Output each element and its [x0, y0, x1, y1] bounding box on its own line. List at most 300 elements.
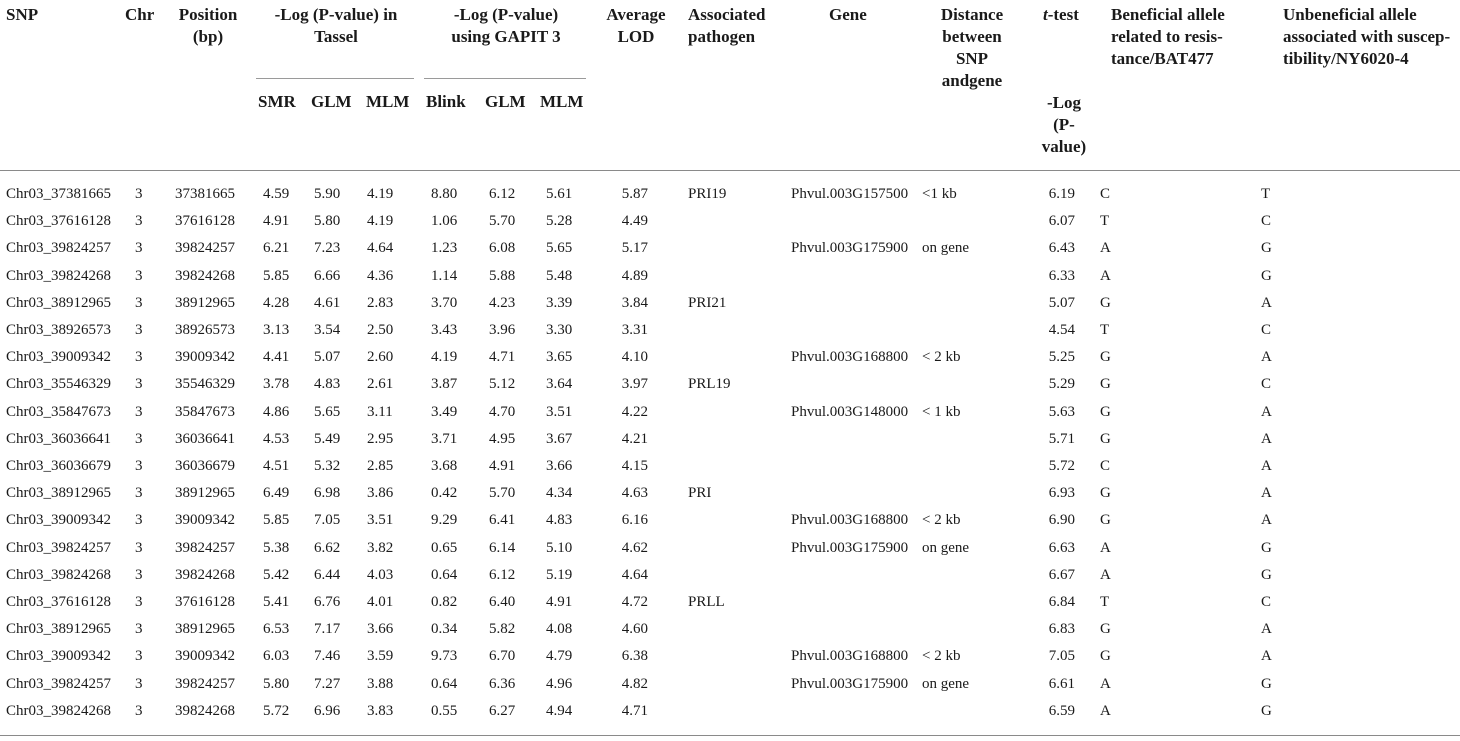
cell-mlm-gapit: 5.61: [546, 186, 573, 202]
cell-glm: 4.61: [314, 294, 341, 311]
cell-pathogen: PRL19: [688, 376, 731, 393]
cell-glm-gapit: 4.70: [489, 403, 516, 420]
cell-glm: 5.49: [314, 430, 341, 447]
subheader-glm-gapit: GLM: [485, 92, 526, 111]
subheader-glm: GLM: [311, 92, 352, 111]
cell-glm-gapit: 5.12: [489, 376, 516, 393]
cell-position: 39824257: [175, 675, 235, 692]
cell-position: 39824268: [175, 702, 235, 719]
cell-average-lod: 5.87: [621, 186, 648, 202]
cell-ttest: 7.05: [1048, 648, 1075, 665]
cell-snp: Chr03_37616128: [6, 594, 111, 610]
cell-unbeneficial: G: [1261, 539, 1272, 556]
cell-glm: 5.65: [314, 403, 341, 420]
cell-average-lod: 6.38: [621, 648, 648, 665]
cell-unbeneficial: A: [1261, 485, 1272, 502]
cell-glm-gapit: 6.70: [489, 648, 516, 665]
cell-snp: Chr03_37616128: [6, 213, 111, 230]
header-ttest: t-test: [1043, 5, 1079, 24]
cell-mlm: 3.88: [367, 675, 394, 692]
cell-unbeneficial: A: [1261, 294, 1272, 311]
cell-ttest: 6.93: [1048, 485, 1075, 502]
cell-ttest: 5.25: [1048, 349, 1075, 366]
cell-ttest: 5.63: [1048, 403, 1075, 420]
cell-unbeneficial: A: [1261, 458, 1272, 474]
cell-glm: 7.23: [314, 240, 341, 257]
cell-blink: 3.70: [431, 294, 458, 311]
cell-unbeneficial: C: [1261, 376, 1272, 393]
cell-average-lod: 4.60: [621, 621, 648, 638]
cell-mlm: 3.83: [367, 702, 394, 719]
cell-unbeneficial: G: [1261, 267, 1272, 284]
cell-mlm-gapit: 5.19: [546, 566, 573, 583]
cell-mlm-gapit: 5.10: [546, 539, 573, 556]
subheader-mlm: MLM: [366, 92, 410, 111]
cell-snp: Chr03_39824268: [6, 702, 111, 719]
cell-glm-gapit: 6.12: [489, 186, 516, 202]
cell-blink: 3.87: [431, 376, 458, 393]
cell-chr: 3: [135, 539, 143, 556]
cell-smr: 4.53: [263, 430, 290, 447]
cell-blink: 3.43: [431, 322, 458, 338]
cell-blink: 3.71: [431, 430, 458, 447]
cell-glm: 7.05: [314, 512, 341, 529]
cell-smr: 5.41: [263, 594, 290, 610]
cell-chr: 3: [135, 485, 143, 502]
cell-chr: 3: [135, 512, 143, 529]
cell-chr: 3: [135, 376, 143, 393]
cell-glm: 3.54: [314, 322, 341, 338]
cell-mlm-gapit: 3.67: [546, 430, 573, 447]
subheader-smr: SMR: [258, 92, 296, 111]
cell-beneficial: G: [1100, 512, 1111, 529]
cell-beneficial: T: [1100, 594, 1110, 610]
cell-average-lod: 4.21: [621, 430, 648, 447]
cell-position: 36036679: [175, 458, 235, 474]
cell-unbeneficial: G: [1261, 566, 1272, 583]
cell-unbeneficial: C: [1261, 594, 1272, 610]
cell-ttest: 6.90: [1048, 512, 1075, 529]
cell-gene: Phvul.003G168800: [791, 349, 909, 366]
cell-average-lod: 4.49: [621, 213, 648, 230]
cell-unbeneficial: C: [1261, 322, 1272, 338]
cell-ttest: 6.61: [1048, 675, 1075, 692]
cell-smr: 4.41: [263, 349, 290, 366]
cell-average-lod: 4.63: [621, 485, 648, 502]
cell-distance: on gene: [922, 240, 970, 257]
header-snp: SNP: [6, 5, 39, 24]
cell-glm: 7.46: [314, 648, 341, 665]
cell-chr: 3: [135, 566, 143, 583]
cell-smr: 4.86: [263, 403, 290, 420]
cell-snp: Chr03_39009342: [6, 349, 111, 366]
cell-average-lod: 5.17: [621, 240, 648, 257]
cell-smr: 6.21: [263, 240, 290, 257]
cell-snp: Chr03_37381665: [6, 186, 111, 202]
cell-glm-gapit: 4.91: [489, 458, 516, 474]
cell-mlm: 4.64: [367, 240, 394, 257]
cell-mlm: 2.61: [367, 376, 394, 393]
cell-average-lod: 4.82: [621, 675, 648, 692]
cell-glm-gapit: 4.23: [489, 294, 516, 311]
cell-distance: < 2 kb: [922, 512, 961, 529]
cell-smr: 4.59: [263, 186, 290, 202]
cell-mlm-gapit: 3.66: [546, 458, 573, 474]
cell-mlm: 2.50: [367, 322, 394, 338]
cell-unbeneficial: A: [1261, 648, 1272, 665]
cell-ttest: 6.84: [1048, 594, 1075, 610]
cell-glm-gapit: 6.08: [489, 240, 516, 257]
cell-snp: Chr03_38912965: [6, 621, 111, 638]
cell-chr: 3: [135, 322, 143, 338]
cell-glm-gapit: 6.27: [489, 702, 516, 719]
header-bottom-rule: [0, 170, 1460, 171]
cell-position: 39824257: [175, 240, 235, 257]
cell-snp: Chr03_39009342: [6, 648, 111, 665]
cell-ttest: 6.83: [1048, 621, 1075, 638]
cell-position: 39009342: [175, 648, 235, 665]
cell-glm-gapit: 4.71: [489, 349, 516, 366]
cell-average-lod: 6.16: [621, 512, 648, 529]
cell-mlm: 4.36: [367, 267, 394, 284]
cell-ttest: 6.33: [1048, 267, 1075, 284]
cell-mlm: 4.19: [367, 213, 394, 230]
cell-glm-gapit: 6.40: [489, 594, 516, 610]
cell-beneficial: A: [1100, 240, 1111, 257]
cell-blink: 9.29: [431, 512, 458, 529]
cell-glm: 6.66: [314, 267, 341, 284]
cell-pathogen: PRI21: [688, 294, 727, 311]
cell-average-lod: 4.64: [621, 566, 648, 583]
cell-mlm: 3.82: [367, 539, 394, 556]
cell-snp: Chr03_38912965: [6, 294, 111, 311]
cell-glm-gapit: 5.82: [489, 621, 516, 638]
cell-blink: 8.80: [431, 186, 458, 202]
cell-unbeneficial: G: [1261, 675, 1272, 692]
header-beneficial-allele: Beneficial allele related to resis- tance/BAT477: [1111, 5, 1225, 68]
cell-average-lod: 3.97: [621, 376, 648, 393]
cell-snp: Chr03_39824268: [6, 267, 111, 284]
cell-glm: 6.98: [314, 485, 341, 502]
cell-smr: 5.38: [263, 539, 290, 556]
cell-glm: 5.07: [314, 349, 341, 366]
cell-average-lod: 3.31: [621, 322, 648, 338]
cell-smr: 4.51: [263, 458, 290, 474]
cell-beneficial: G: [1100, 294, 1111, 311]
header-position: Position (bp): [178, 5, 238, 46]
cell-glm: 6.96: [314, 702, 341, 719]
cell-position: 38912965: [175, 621, 235, 638]
header-tassel: -Log (P-value) in Tassel: [274, 5, 398, 46]
cell-mlm-gapit: 4.79: [546, 648, 573, 665]
cell-ttest: 6.19: [1048, 186, 1075, 202]
cell-ttest: 6.43: [1048, 240, 1075, 257]
cell-snp: Chr03_36036679: [6, 458, 111, 474]
gapit-group-rule: [424, 78, 586, 79]
cell-mlm-gapit: 5.48: [546, 267, 573, 284]
cell-mlm-gapit: 3.39: [546, 294, 573, 311]
header-average-lod: Average LOD: [606, 5, 666, 46]
cell-smr: 5.72: [263, 702, 290, 719]
cell-blink: 0.82: [431, 594, 458, 610]
cell-glm-gapit: 6.36: [489, 675, 516, 692]
cell-blink: 0.64: [431, 566, 458, 583]
cell-blink: 3.49: [431, 403, 458, 420]
cell-position: 38912965: [175, 294, 235, 311]
cell-smr: 3.78: [263, 376, 290, 393]
cell-average-lod: 4.89: [621, 267, 648, 284]
cell-mlm-gapit: 4.83: [546, 512, 573, 529]
cell-glm: 5.80: [314, 213, 341, 230]
cell-position: 39009342: [175, 349, 235, 366]
cell-beneficial: C: [1100, 186, 1111, 202]
cell-gene: Phvul.003G175900: [791, 240, 909, 257]
cell-smr: 6.03: [263, 648, 290, 665]
cell-distance: <1 kb: [922, 186, 957, 202]
cell-average-lod: 4.15: [621, 458, 648, 474]
cell-smr: 3.13: [263, 322, 290, 338]
cell-glm-gapit: 6.12: [489, 566, 516, 583]
cell-average-lod: 3.84: [621, 294, 648, 311]
cell-mlm-gapit: 5.65: [546, 240, 573, 257]
cell-chr: 3: [135, 648, 143, 665]
cell-snp: Chr03_38926573: [6, 322, 111, 338]
cell-ttest: 6.59: [1048, 702, 1075, 719]
header-unbeneficial-allele: Unbeneficial allele associated with suscep- tibility/NY6020-4: [1283, 5, 1451, 68]
cell-beneficial: G: [1100, 485, 1111, 502]
cell-pathogen: PRLL: [688, 594, 725, 610]
cell-snp: Chr03_35847673: [6, 403, 111, 420]
cell-glm: 5.90: [314, 186, 341, 202]
cell-chr: 3: [135, 240, 143, 257]
cell-blink: 0.64: [431, 675, 458, 692]
cell-mlm-gapit: 3.65: [546, 349, 573, 366]
cell-mlm-gapit: 5.28: [546, 213, 573, 230]
cell-blink: 0.42: [431, 485, 458, 502]
cell-gene: Phvul.003G175900: [791, 539, 909, 556]
cell-beneficial: G: [1100, 349, 1111, 366]
cell-unbeneficial: G: [1261, 702, 1272, 719]
cell-blink: 9.73: [431, 648, 458, 665]
cell-chr: 3: [135, 675, 143, 692]
subheader-mlm-gapit: MLM: [540, 92, 584, 111]
cell-chr: 3: [135, 267, 143, 284]
cell-smr: 5.85: [263, 267, 290, 284]
cell-position: 39824268: [175, 267, 235, 284]
cell-unbeneficial: A: [1261, 621, 1272, 638]
cell-average-lod: 4.72: [621, 594, 648, 610]
cell-beneficial: T: [1100, 213, 1110, 230]
cell-position: 37381665: [175, 186, 235, 202]
cell-gene: Phvul.003G148000: [791, 403, 909, 420]
cell-position: 38926573: [175, 322, 235, 338]
cell-position: 37616128: [175, 594, 235, 610]
cell-mlm: 2.95: [367, 430, 394, 447]
cell-pathogen: PRI: [688, 485, 712, 502]
subheader-blink: Blink: [426, 92, 466, 111]
cell-smr: 5.85: [263, 512, 290, 529]
cell-ttest: 6.63: [1048, 539, 1075, 556]
cell-chr: 3: [135, 186, 143, 202]
cell-smr: 4.91: [263, 213, 290, 230]
cell-glm: 6.44: [314, 566, 341, 583]
cell-mlm-gapit: 3.64: [546, 376, 573, 393]
cell-smr: 4.28: [263, 294, 290, 311]
cell-beneficial: G: [1100, 621, 1111, 638]
cell-ttest: 5.07: [1048, 294, 1075, 311]
cell-mlm: 3.66: [367, 621, 394, 638]
cell-blink: 0.55: [431, 702, 458, 719]
cell-snp: Chr03_38912965: [6, 485, 111, 502]
cell-glm-gapit: 4.95: [489, 430, 516, 447]
cell-ttest: 6.67: [1048, 566, 1075, 583]
cell-glm: 6.62: [314, 539, 341, 556]
cell-beneficial: G: [1100, 376, 1111, 393]
cell-mlm: 3.11: [367, 403, 393, 420]
cell-glm-gapit: 5.88: [489, 267, 516, 284]
cell-blink: 0.65: [431, 539, 458, 556]
cell-mlm: 3.51: [367, 512, 394, 529]
cell-average-lod: 4.10: [621, 349, 648, 366]
cell-mlm-gapit: 4.08: [546, 621, 573, 638]
cell-mlm-gapit: 4.34: [546, 485, 573, 502]
cell-blink: 1.23: [431, 240, 458, 257]
cell-beneficial: A: [1100, 702, 1111, 719]
cell-unbeneficial: C: [1261, 213, 1272, 230]
cell-average-lod: 4.22: [621, 403, 648, 420]
tassel-group-rule: [256, 78, 414, 79]
cell-ttest: 5.72: [1048, 458, 1075, 474]
cell-chr: 3: [135, 403, 143, 420]
cell-unbeneficial: A: [1261, 403, 1272, 420]
cell-smr: 6.53: [263, 621, 290, 638]
cell-average-lod: 4.71: [621, 702, 648, 719]
cell-mlm-gapit: 4.91: [546, 594, 573, 610]
cell-mlm: 3.59: [367, 648, 394, 665]
cell-mlm-gapit: 3.30: [546, 322, 573, 338]
cell-mlm: 3.86: [367, 485, 394, 502]
cell-ttest: 4.54: [1048, 322, 1075, 338]
cell-glm: 7.27: [314, 675, 341, 692]
cell-snp: Chr03_36036641: [6, 430, 111, 447]
cell-chr: 3: [135, 458, 143, 474]
cell-glm-gapit: 5.70: [489, 485, 516, 502]
cell-glm: 7.17: [314, 621, 341, 638]
cell-position: 39009342: [175, 512, 235, 529]
cell-glm: 5.32: [314, 458, 341, 474]
cell-smr: 6.49: [263, 485, 290, 502]
cell-mlm-gapit: 4.96: [546, 675, 573, 692]
cell-glm-gapit: 6.14: [489, 539, 516, 556]
cell-gene: Phvul.003G168800: [791, 512, 909, 529]
cell-beneficial: A: [1100, 566, 1111, 583]
cell-pathogen: PRI19: [688, 186, 727, 202]
cell-beneficial: C: [1100, 458, 1111, 474]
cell-position: 35546329: [175, 376, 235, 393]
cell-chr: 3: [135, 621, 143, 638]
cell-gene: Phvul.003G175900: [791, 675, 909, 692]
cell-mlm: 4.19: [367, 186, 394, 202]
cell-position: 39824268: [175, 566, 235, 583]
cell-snp: Chr03_39824257: [6, 675, 111, 692]
cell-ttest: 5.71: [1048, 430, 1075, 447]
cell-smr: 5.80: [263, 675, 290, 692]
cell-glm-gapit: 3.96: [489, 322, 516, 338]
cell-chr: 3: [135, 702, 143, 719]
cell-position: 35847673: [175, 403, 235, 420]
cell-beneficial: G: [1100, 403, 1111, 420]
cell-mlm-gapit: 4.94: [546, 702, 573, 719]
header-pathogen: Associated pathogen: [688, 5, 766, 46]
cell-beneficial: A: [1100, 267, 1111, 284]
cell-distance: on gene: [922, 675, 970, 692]
cell-glm: 4.83: [314, 376, 341, 393]
cell-snp: Chr03_39009342: [6, 512, 111, 529]
cell-beneficial: G: [1100, 430, 1111, 447]
header-distance: Distance between SNP andgene: [940, 5, 1004, 90]
cell-unbeneficial: A: [1261, 430, 1272, 447]
header-chr: Chr: [125, 5, 155, 24]
cell-beneficial: A: [1100, 539, 1111, 556]
cell-glm-gapit: 6.41: [489, 512, 516, 529]
cell-mlm: 2.60: [367, 349, 394, 366]
cell-position: 39824257: [175, 539, 235, 556]
cell-gene: Phvul.003G157500: [791, 186, 909, 202]
cell-mlm: 2.83: [367, 294, 394, 311]
cell-ttest: 5.29: [1048, 376, 1075, 393]
cell-distance: < 2 kb: [922, 648, 961, 665]
cell-beneficial: A: [1100, 675, 1111, 692]
cell-chr: 3: [135, 430, 143, 447]
cell-blink: 3.68: [431, 458, 458, 474]
cell-snp: Chr03_39824268: [6, 566, 111, 583]
cell-unbeneficial: A: [1261, 512, 1272, 529]
cell-mlm: 2.85: [367, 458, 394, 474]
cell-distance: < 2 kb: [922, 349, 961, 366]
cell-unbeneficial: T: [1261, 186, 1271, 202]
cell-average-lod: 4.62: [621, 539, 648, 556]
cell-position: 38912965: [175, 485, 235, 502]
cell-blink: 0.34: [431, 621, 458, 638]
cell-smr: 5.42: [263, 566, 290, 583]
cell-chr: 3: [135, 594, 143, 610]
cell-snp: Chr03_35546329: [6, 376, 111, 393]
cell-beneficial: T: [1100, 322, 1110, 338]
cell-mlm-gapit: 3.51: [546, 403, 573, 420]
cell-glm: 6.76: [314, 594, 341, 610]
table-bottom-rule: [0, 735, 1460, 736]
cell-position: 37616128: [175, 213, 235, 230]
cell-blink: 1.14: [431, 267, 458, 284]
cell-ttest: 6.07: [1048, 213, 1075, 230]
cell-blink: 4.19: [431, 349, 458, 366]
cell-unbeneficial: G: [1261, 240, 1272, 257]
cell-position: 36036641: [175, 430, 235, 447]
cell-distance: on gene: [922, 539, 970, 556]
header-gapit: -Log (P-value) using GAPIT 3: [451, 5, 561, 46]
cell-distance: < 1 kb: [922, 403, 961, 420]
cell-blink: 1.06: [431, 213, 458, 230]
cell-snp: Chr03_39824257: [6, 539, 111, 556]
cell-chr: 3: [135, 294, 143, 311]
cell-glm-gapit: 5.70: [489, 213, 516, 230]
cell-gene: Phvul.003G168800: [791, 648, 909, 665]
cell-mlm: 4.01: [367, 594, 394, 610]
cell-snp: Chr03_39824257: [6, 240, 111, 257]
cell-beneficial: G: [1100, 648, 1111, 665]
cell-unbeneficial: A: [1261, 349, 1272, 366]
header-gene: Gene: [829, 5, 867, 24]
